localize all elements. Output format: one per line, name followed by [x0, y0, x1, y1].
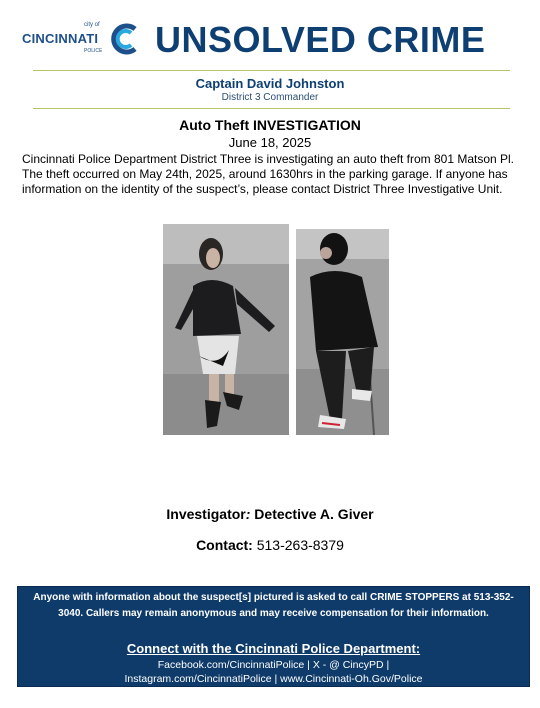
cincinnati-police-logo: [22, 22, 142, 58]
top-divider: [33, 70, 510, 71]
connect-heading: Connect with the Cincinnati Police Department:: [126, 641, 421, 656]
logo-city-name: CINCINNATI: [22, 31, 99, 46]
crime-stoppers-notice: Anyone with information about the suspect[s] pictured is asked to call CRIME STOPPERS at 513-352-3040. Callers may remain anonymous and may receive compensation for their information.: [33, 592, 514, 619]
investigator-line: [0, 506, 540, 522]
logo-police: POLICE: [84, 48, 103, 54]
page-title: UNSOLVED CRIME: [155, 19, 486, 60]
commander-name: Captain David Johnston: [195, 76, 345, 91]
commander-title: District 3 Commander: [221, 92, 319, 103]
bottom-divider: [33, 108, 510, 109]
suspect-photo-2: [296, 229, 389, 435]
crime-stoppers-footer: [17, 586, 530, 687]
social-links-line-2: Instagram.com/CincinnatiPolice | www.Cincinnati-Oh.Gov/Police: [124, 673, 423, 685]
social-links: [28, 658, 519, 686]
logo-city-of: city of: [84, 22, 100, 28]
investigator-label: Investigator: [166, 506, 246, 522]
investigation-description: Cincinnati Police Department District Three is investigating an auto theft from 801 Matson Pl. The theft occurred on May 24th, 2025, around 1630hrs in the parking garage. If anyone has information on the identity of the suspect’s, please contact District Three Investigative Unit.: [22, 152, 515, 196]
investigation-title: Auto Theft INVESTIGATION: [179, 117, 361, 133]
social-links-line-1: Facebook.com/CincinnatiPolice | X - @ CincyPD |: [157, 659, 390, 671]
cincinnati-c-icon: [108, 22, 142, 56]
contact-label: Contact:: [196, 537, 253, 553]
investigator-colon: :: [245, 506, 251, 522]
investigator-name: Detective A. Giver: [250, 506, 374, 522]
contact-phone: 513-263-8379: [252, 537, 344, 553]
contact-line: [0, 537, 540, 553]
investigation-date: June 18, 2025: [228, 135, 312, 150]
suspect-photo-1: [163, 224, 289, 435]
